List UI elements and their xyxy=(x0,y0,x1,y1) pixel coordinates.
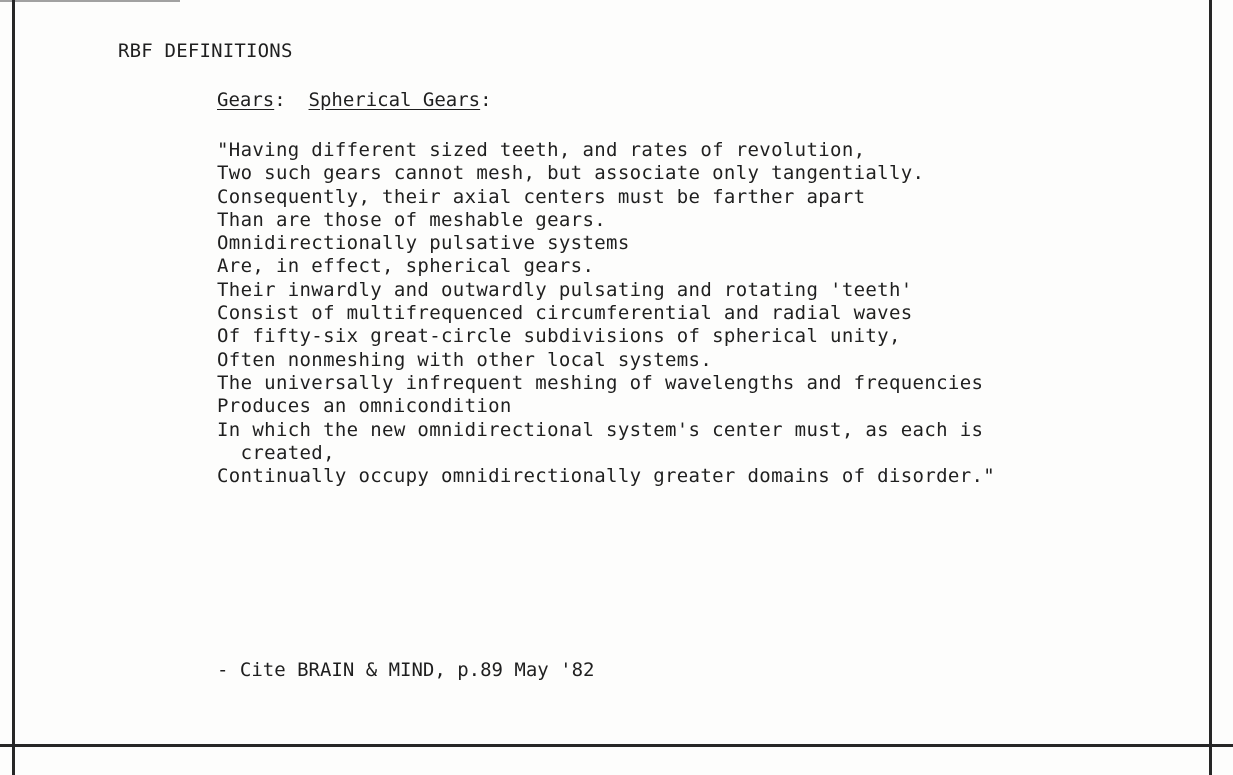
card-bottom-border xyxy=(0,744,1233,747)
text-line: Are, in effect, spherical gears. xyxy=(217,255,595,278)
text-line: Of fifty-six great-circle subdivisions of spherical unity, xyxy=(217,325,901,348)
text-line: Consist of multifrequenced circumferential and radial waves xyxy=(217,302,913,325)
text-line: Continually occupy omnidirectionally greater domains of disorder." xyxy=(217,465,996,488)
text-line: Produces an omnicondition xyxy=(217,395,512,418)
top-edge-mark xyxy=(0,0,180,2)
page-heading: RBF DEFINITIONS xyxy=(118,40,293,62)
card-left-border xyxy=(12,0,15,775)
text-line: created, xyxy=(217,441,335,464)
citation: - Cite BRAIN & MIND, p.89 May '82 xyxy=(217,659,595,681)
text-line: The universally infrequent meshing of wavelengths and frequencies xyxy=(217,371,984,394)
text-line: Than are those of meshable gears. xyxy=(217,208,607,231)
text-line: In which the new omnidirectional system's center must, as each is xyxy=(217,418,984,441)
card-right-border xyxy=(1209,0,1212,775)
term-gears: Gears xyxy=(217,89,275,111)
text-line: Omnidirectionally pulsative systems xyxy=(217,232,630,255)
text-line: Their inwardly and outwardly pulsating and rotating 'teeth' xyxy=(217,278,913,301)
definition-subtitle xyxy=(217,89,492,111)
subtitle-separator: : xyxy=(274,89,309,111)
term-spherical-gears: Spherical Gears xyxy=(308,89,481,111)
text-line: "Having different sized teeth, and rates of revolution, xyxy=(217,139,866,161)
definition-text xyxy=(217,139,995,488)
text-line: Two such gears cannot mesh, but associate only tangentially. xyxy=(217,162,925,185)
text-line: Often nonmeshing with other local systems. xyxy=(217,348,713,371)
text-line: Consequently, their axial centers must be farther apart xyxy=(217,185,866,208)
subtitle-trail: : xyxy=(480,89,492,111)
